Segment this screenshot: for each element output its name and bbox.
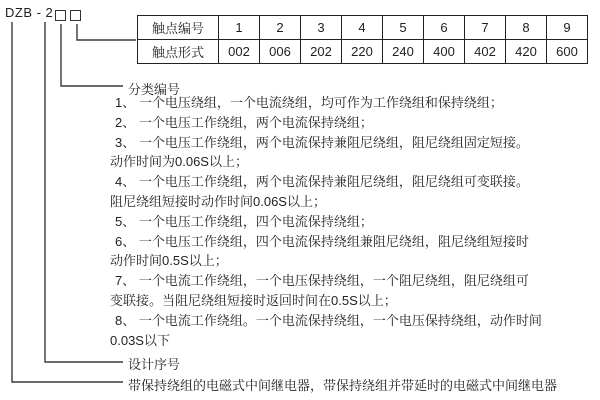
classification-item-continuation: 动作时间为0.06S以上；	[110, 154, 248, 170]
contact-table	[137, 15, 588, 64]
classification-item: 7、 一个电流工作绕组，一个电压保持绕组，一个阻尼绕组，阻尼绕组可	[115, 273, 529, 289]
table-cell: 420	[506, 40, 547, 64]
table-cell: 400	[424, 40, 465, 64]
classification-item: 4、 一个电压工作绕组，两个电流保持兼阻尼绕组，阻尼绕组可变联接。	[115, 174, 529, 190]
connector-relay-description	[12, 22, 123, 382]
classification-items	[110, 93, 598, 350]
classification-item-continuation: 变联接。当阻尼绕组短接时返回时间在0.5S以上；	[110, 292, 397, 308]
classification-item: 5、 一个电压工作绕组，四个电流保持绕组；	[115, 213, 373, 229]
table-cell: 5	[383, 16, 424, 40]
table-cell: 6	[424, 16, 465, 40]
design-serial-label: 设计序号	[128, 357, 181, 372]
table-row-contact-number	[138, 16, 588, 40]
table-cell: 006	[260, 40, 301, 64]
table-cell: 9	[547, 16, 588, 40]
table-header-contact-form: 触点形式	[138, 40, 219, 64]
classification-item-continuation: 阻尼绕组短接时动作时间0.06S以上；	[110, 193, 326, 209]
model-placeholder-box-contact	[70, 10, 81, 21]
model-code: DZB - 2	[5, 5, 54, 20]
classification-item: 1、 一个电压绕组，一个电流绕组，均可作为工作绕组和保持绕组；	[115, 95, 503, 110]
table-cell: 1	[219, 16, 260, 40]
table-cell: 4	[342, 16, 383, 40]
classification-item: 2、 一个电压工作绕组，两个电流保持绕组；	[115, 114, 373, 130]
table-cell: 240	[383, 40, 424, 64]
connector-contact-table	[77, 24, 136, 40]
table-cell: 220	[342, 40, 383, 64]
table-cell: 7	[465, 16, 506, 40]
table-cell: 002	[219, 40, 260, 64]
table-row-contact-form	[138, 40, 588, 64]
relay-description: 带保持绕组的电磁式中间继电器，带保持绕组并带延时的电磁式中间继电器	[128, 378, 558, 393]
model-placeholder-box-classification	[55, 10, 66, 21]
classification-item-continuation: 0.03S以下	[110, 332, 170, 348]
classification-item-continuation: 动作时间0.5S以上；	[110, 253, 228, 269]
classification-item: 3、 一个电压工作绕组，两个电流保持兼阻尼绕组，阻尼绕组固定短接。	[115, 134, 529, 150]
table-cell: 8	[506, 16, 547, 40]
table-cell: 2	[260, 16, 301, 40]
table-cell: 402	[465, 40, 506, 64]
classification-title: 分类编号	[128, 82, 181, 97]
connector-classification	[61, 24, 123, 86]
table-cell: 3	[301, 16, 342, 40]
table-cell: 202	[301, 40, 342, 64]
classification-item: 6、 一个电压工作绕组，四个电流保持绕组兼阻尼绕组，阻尼绕组短接时	[115, 233, 529, 249]
classification-item: 8、 一个电流工作绕组。一个电流保持绕组，一个电压保持绕组，动作时间	[115, 312, 542, 328]
table-header-contact-number: 触点编号	[138, 16, 219, 40]
table-cell: 600	[547, 40, 588, 64]
